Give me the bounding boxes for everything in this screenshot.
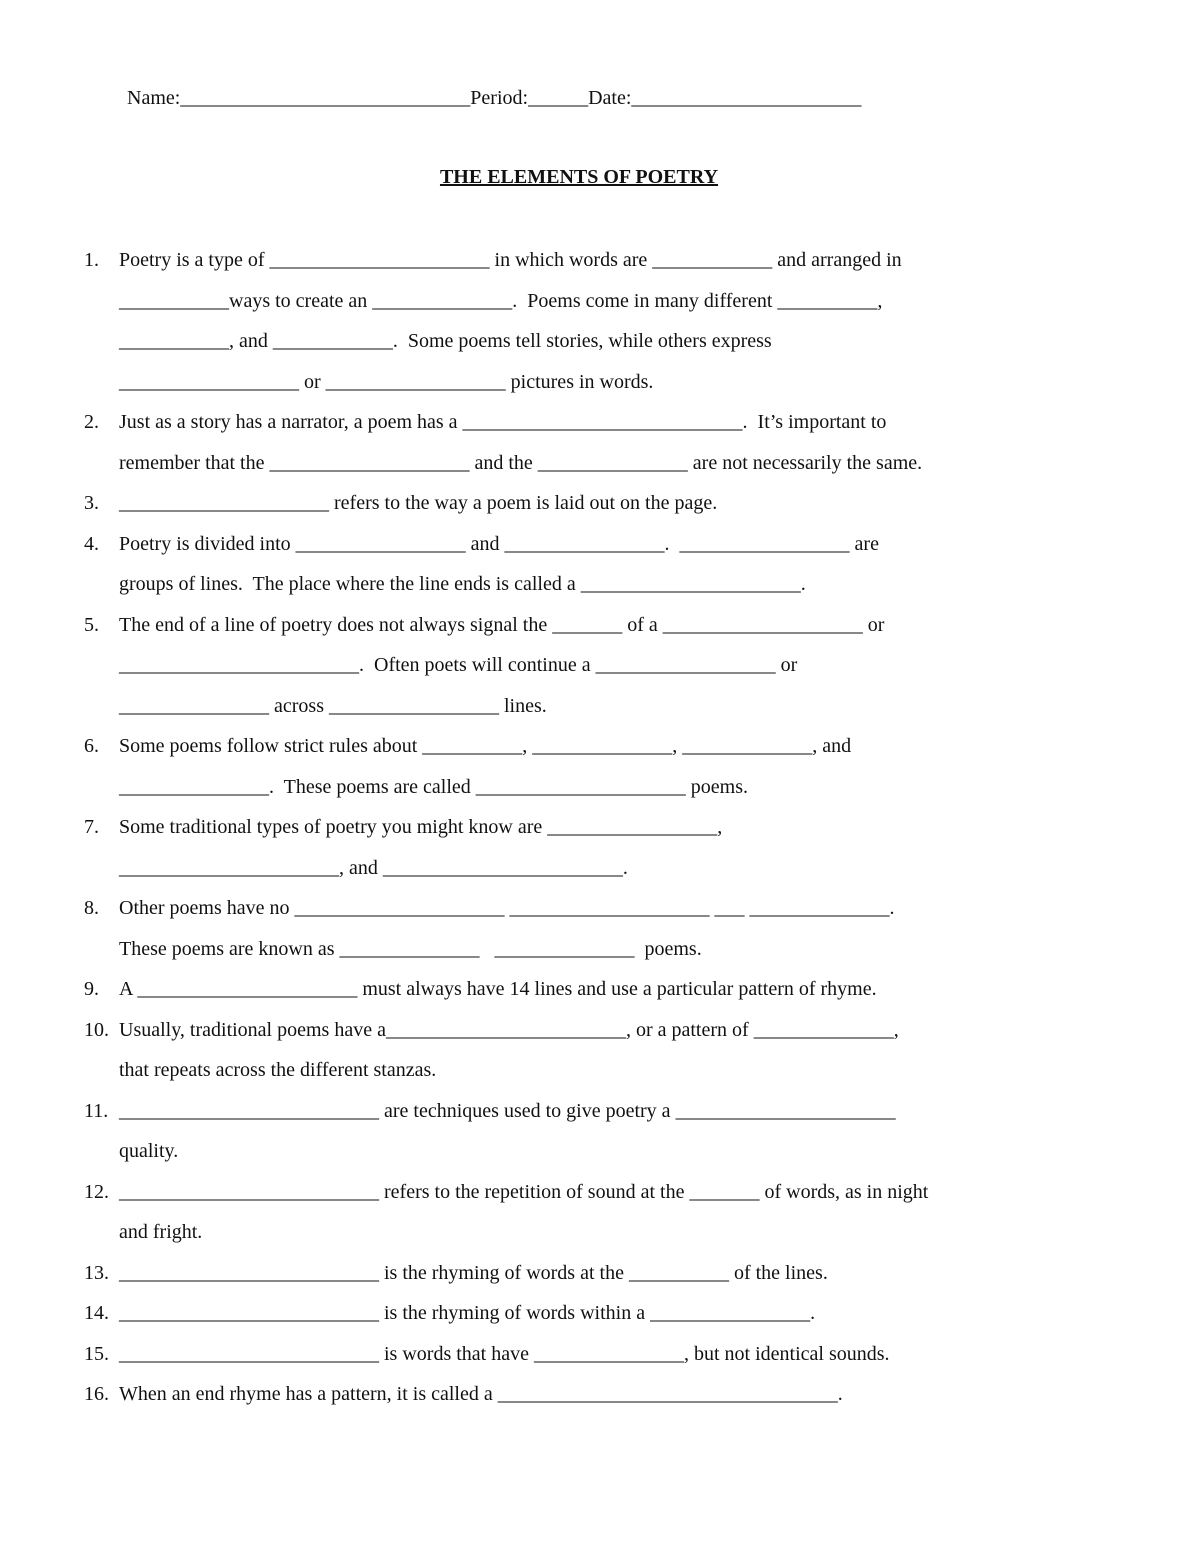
question-number: 16. [84, 1383, 109, 1405]
question-line: __________________________ is the rhyming of words within a ________________. [119, 1302, 816, 1324]
question-line: __________________ or __________________ pictures in words. [119, 370, 654, 393]
question-line: _______________ across _________________ lines. [119, 694, 547, 717]
question-text [119, 1293, 1109, 1334]
question-number: 3. [84, 492, 99, 514]
question-text [119, 1253, 1109, 1294]
name-period-date-header: Name:_____________________________Period:______Date:_______________________ [127, 87, 862, 109]
question-line: groups of lines. The place where the line ends is called a ______________________. [119, 573, 806, 595]
page-title: THE ELEMENTS OF POETRY [439, 166, 719, 188]
question-number: 5. [84, 613, 99, 636]
question-number: 9. [84, 978, 99, 1000]
question-line: ___________, and ____________. Some poems tell stories, while others express [119, 330, 772, 352]
question-line: that repeats across the different stanzas. [119, 1059, 437, 1081]
question-text [119, 240, 1109, 402]
question-text [119, 402, 1109, 483]
question-number: 15. [84, 1342, 109, 1365]
question-line: Poetry is a type of ______________________ in which words are ____________ and arranged in [119, 249, 902, 271]
question-line: Just as a story has a narrator, a poem has a ____________________________. It’s important to [119, 411, 887, 433]
question-line: ________________________. Often poets will continue a __________________ or [119, 654, 798, 676]
question-text [119, 1374, 1109, 1415]
question-text [119, 888, 1109, 969]
question-text [119, 726, 1109, 807]
question-number: 1. [84, 249, 99, 271]
question-text [119, 524, 1109, 605]
question-number: 11. [84, 1099, 109, 1122]
question-line: remember that the ____________________ and the _______________ are not necessarily the same. [119, 451, 923, 474]
question-line: __________________________ are techniques used to give poetry a ______________________ [119, 1099, 896, 1122]
question-line: Some traditional types of poetry you might know are _________________, [119, 816, 723, 838]
question-text [119, 605, 1109, 727]
question-line: and fright. [119, 1221, 203, 1243]
question-number: 2. [84, 411, 99, 433]
question-number: 10. [84, 1018, 109, 1041]
question-text [119, 1010, 1109, 1091]
question-text [119, 483, 1109, 524]
question-number: 8. [84, 897, 99, 919]
question-number: 4. [84, 532, 99, 555]
question-line: ______________________, and ________________________. [119, 856, 628, 879]
question-line: A ______________________ must always have 14 lines and use a particular pattern of rhyme. [119, 978, 877, 1000]
question-line: Other poems have no _____________________ ____________________ ___ ______________. [119, 897, 895, 919]
question-text [119, 1172, 1109, 1253]
question-line: __________________________ refers to the repetition of sound at the _______ of words, as in night [119, 1180, 929, 1203]
question-line: ___________ways to create an ______________. Poems come in many different __________, [119, 289, 883, 312]
question-line: __________________________ is the rhyming of words at the __________ of the lines. [119, 1261, 828, 1284]
question-number: 6. [84, 735, 99, 757]
question-line: Poetry is divided into _________________ and ________________. _________________ are [119, 532, 879, 555]
question-line: _______________. These poems are called _____________________ poems. [119, 775, 748, 798]
question-line: __________________________ is words that have _______________, but not identical sounds. [119, 1342, 890, 1365]
question-text [119, 807, 1109, 888]
question-line: When an end rhyme has a pattern, it is called a __________________________________. [119, 1383, 843, 1405]
question-line: Usually, traditional poems have a________________________, or a pattern of ______________, [119, 1018, 899, 1041]
question-number: 13. [84, 1261, 109, 1284]
question-line: _____________________ refers to the way a poem is laid out on the page. [119, 492, 718, 514]
question-text [119, 969, 1109, 1010]
question-line: quality. [119, 1140, 179, 1162]
question-number: 12. [84, 1180, 109, 1203]
question-number: 7. [84, 816, 99, 838]
question-text [119, 1091, 1109, 1172]
question-line: Some poems follow strict rules about __________, ______________, _____________, and [119, 735, 852, 757]
question-line: The end of a line of poetry does not always signal the _______ of a ____________________ or [119, 613, 885, 636]
question-text [119, 1334, 1109, 1375]
question-line: These poems are known as ______________ ______________ poems. [119, 937, 702, 960]
question-number: 14. [84, 1302, 109, 1324]
